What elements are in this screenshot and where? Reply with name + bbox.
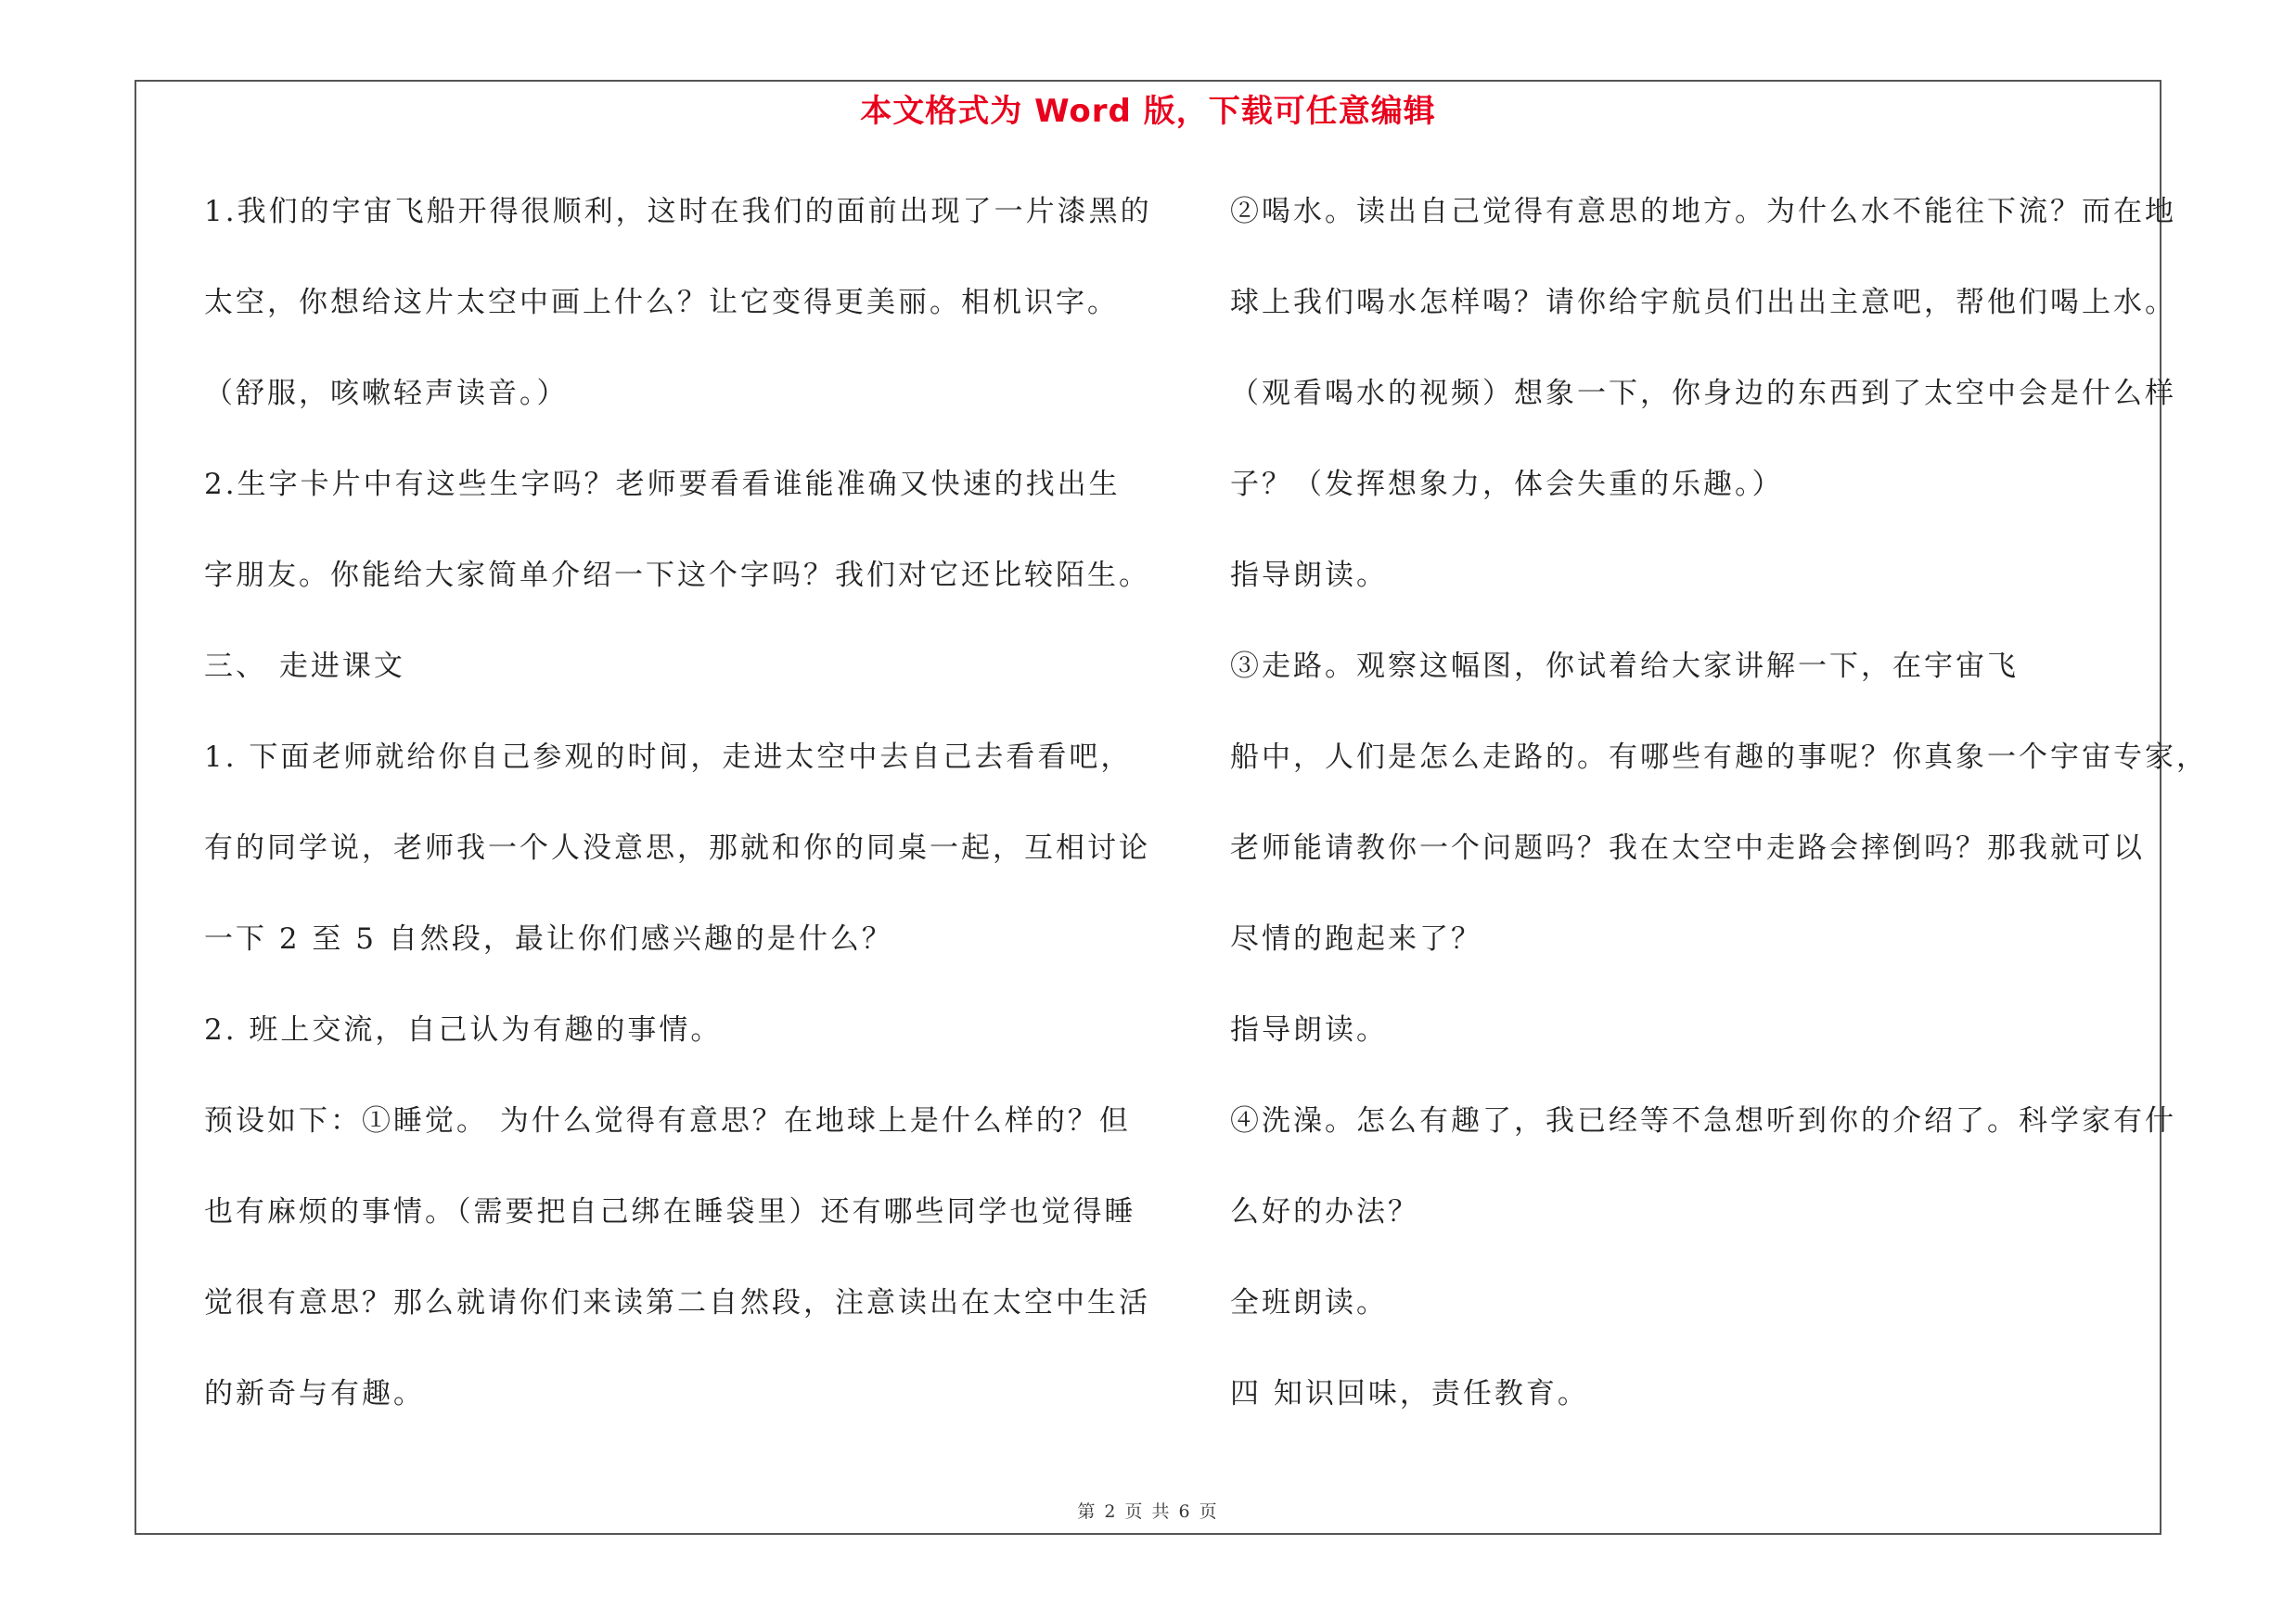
paragraph-line: 觉很有意思？那么就请你们来读第二自然段，注意读出在太空中生活 [204, 1286, 1150, 1320]
paragraph-line: （舒服，咳嗽轻声读音。） [204, 377, 569, 410]
paragraph-line: ②喝水。读出自己觉得有意思的地方。为什么水不能往下流？而在地 [1230, 195, 2176, 228]
paragraph-line: ③走路。观察这幅图，你试着给大家讲解一下，在宇宙飞 [1230, 650, 2019, 683]
paragraph-line: 一下 2 至 5 自然段，最让你们感兴趣的是什么？ [204, 922, 893, 956]
paragraph-line: （观看喝水的视频）想象一下，你身边的东西到了太空中会是什么样 [1230, 377, 2176, 410]
section-heading: 四 知识回味，责任教育。 [1230, 1377, 1589, 1410]
paragraph-line: ④洗澡。怎么有趣了，我已经等不急想听到你的介绍了。科学家有什 [1230, 1104, 2176, 1138]
right-text-column [1230, 184, 2208, 1457]
paragraph-line: 全班朗读。 [1230, 1286, 1388, 1320]
paragraph-line: 字朋友。你能给大家简单介绍一下这个字吗？我们对它还比较陌生。 [204, 559, 1150, 592]
paragraph-line: 2. 班上交流，自己认为有趣的事情。 [204, 1013, 723, 1047]
paragraph-line: 球上我们喝水怎样喝？请你给宇航员们出出主意吧，帮他们喝上水。 [1230, 286, 2176, 319]
paragraph-line: 1. 下面老师就给你自己参观的时间，走进太空中去自己去看看吧， [204, 741, 1133, 774]
paragraph-line: 的新奇与有趣。 [204, 1377, 425, 1410]
section-heading: 三、 走进课文 [204, 650, 405, 683]
page-number-footer: 第 2 页 共 6 页 [1077, 1501, 1219, 1522]
paragraph-line: 么好的办法？ [1230, 1195, 1419, 1229]
paragraph-line: 1.我们的宇宙飞船开得很顺利，这时在我们的面前出现了一片漆黑的 [204, 195, 1152, 228]
paragraph-line: 子？（发挥想象力，体会失重的乐趣。） [1230, 468, 1784, 501]
paragraph-line: 预设如下：①睡觉。 为什么觉得有意思？在地球上是什么样的？但 [204, 1104, 1131, 1138]
paragraph-line: 船中，人们是怎么走路的。有哪些有趣的事呢？你真象一个宇宙专家， [1230, 741, 2208, 774]
document-header: 本文格式为 Word 版，下载可任意编辑 [860, 93, 1436, 130]
left-text-column [204, 184, 1169, 1457]
paragraph-line: 指导朗读。 [1230, 559, 1388, 592]
paragraph-line: 2.生字卡片中有这些生字吗？老师要看看谁能准确又快速的找出生 [204, 468, 1121, 501]
paragraph-line: 老师能请教你一个问题吗？我在太空中走路会摔倒吗？那我就可以 [1230, 831, 2145, 865]
paragraph-line: 也有麻烦的事情。（需要把自己绑在睡袋里）还有哪些同学也觉得睡 [204, 1195, 1136, 1229]
paragraph-line: 太空，你想给这片太空中画上什么？让它变得更美丽。相机识字。 [204, 286, 1119, 319]
paragraph-line: 有的同学说，老师我一个人没意思，那就和你的同桌一起，互相讨论 [204, 831, 1150, 865]
paragraph-line: 指导朗读。 [1230, 1013, 1388, 1047]
paragraph-line: 尽情的跑起来了？ [1230, 922, 1482, 956]
